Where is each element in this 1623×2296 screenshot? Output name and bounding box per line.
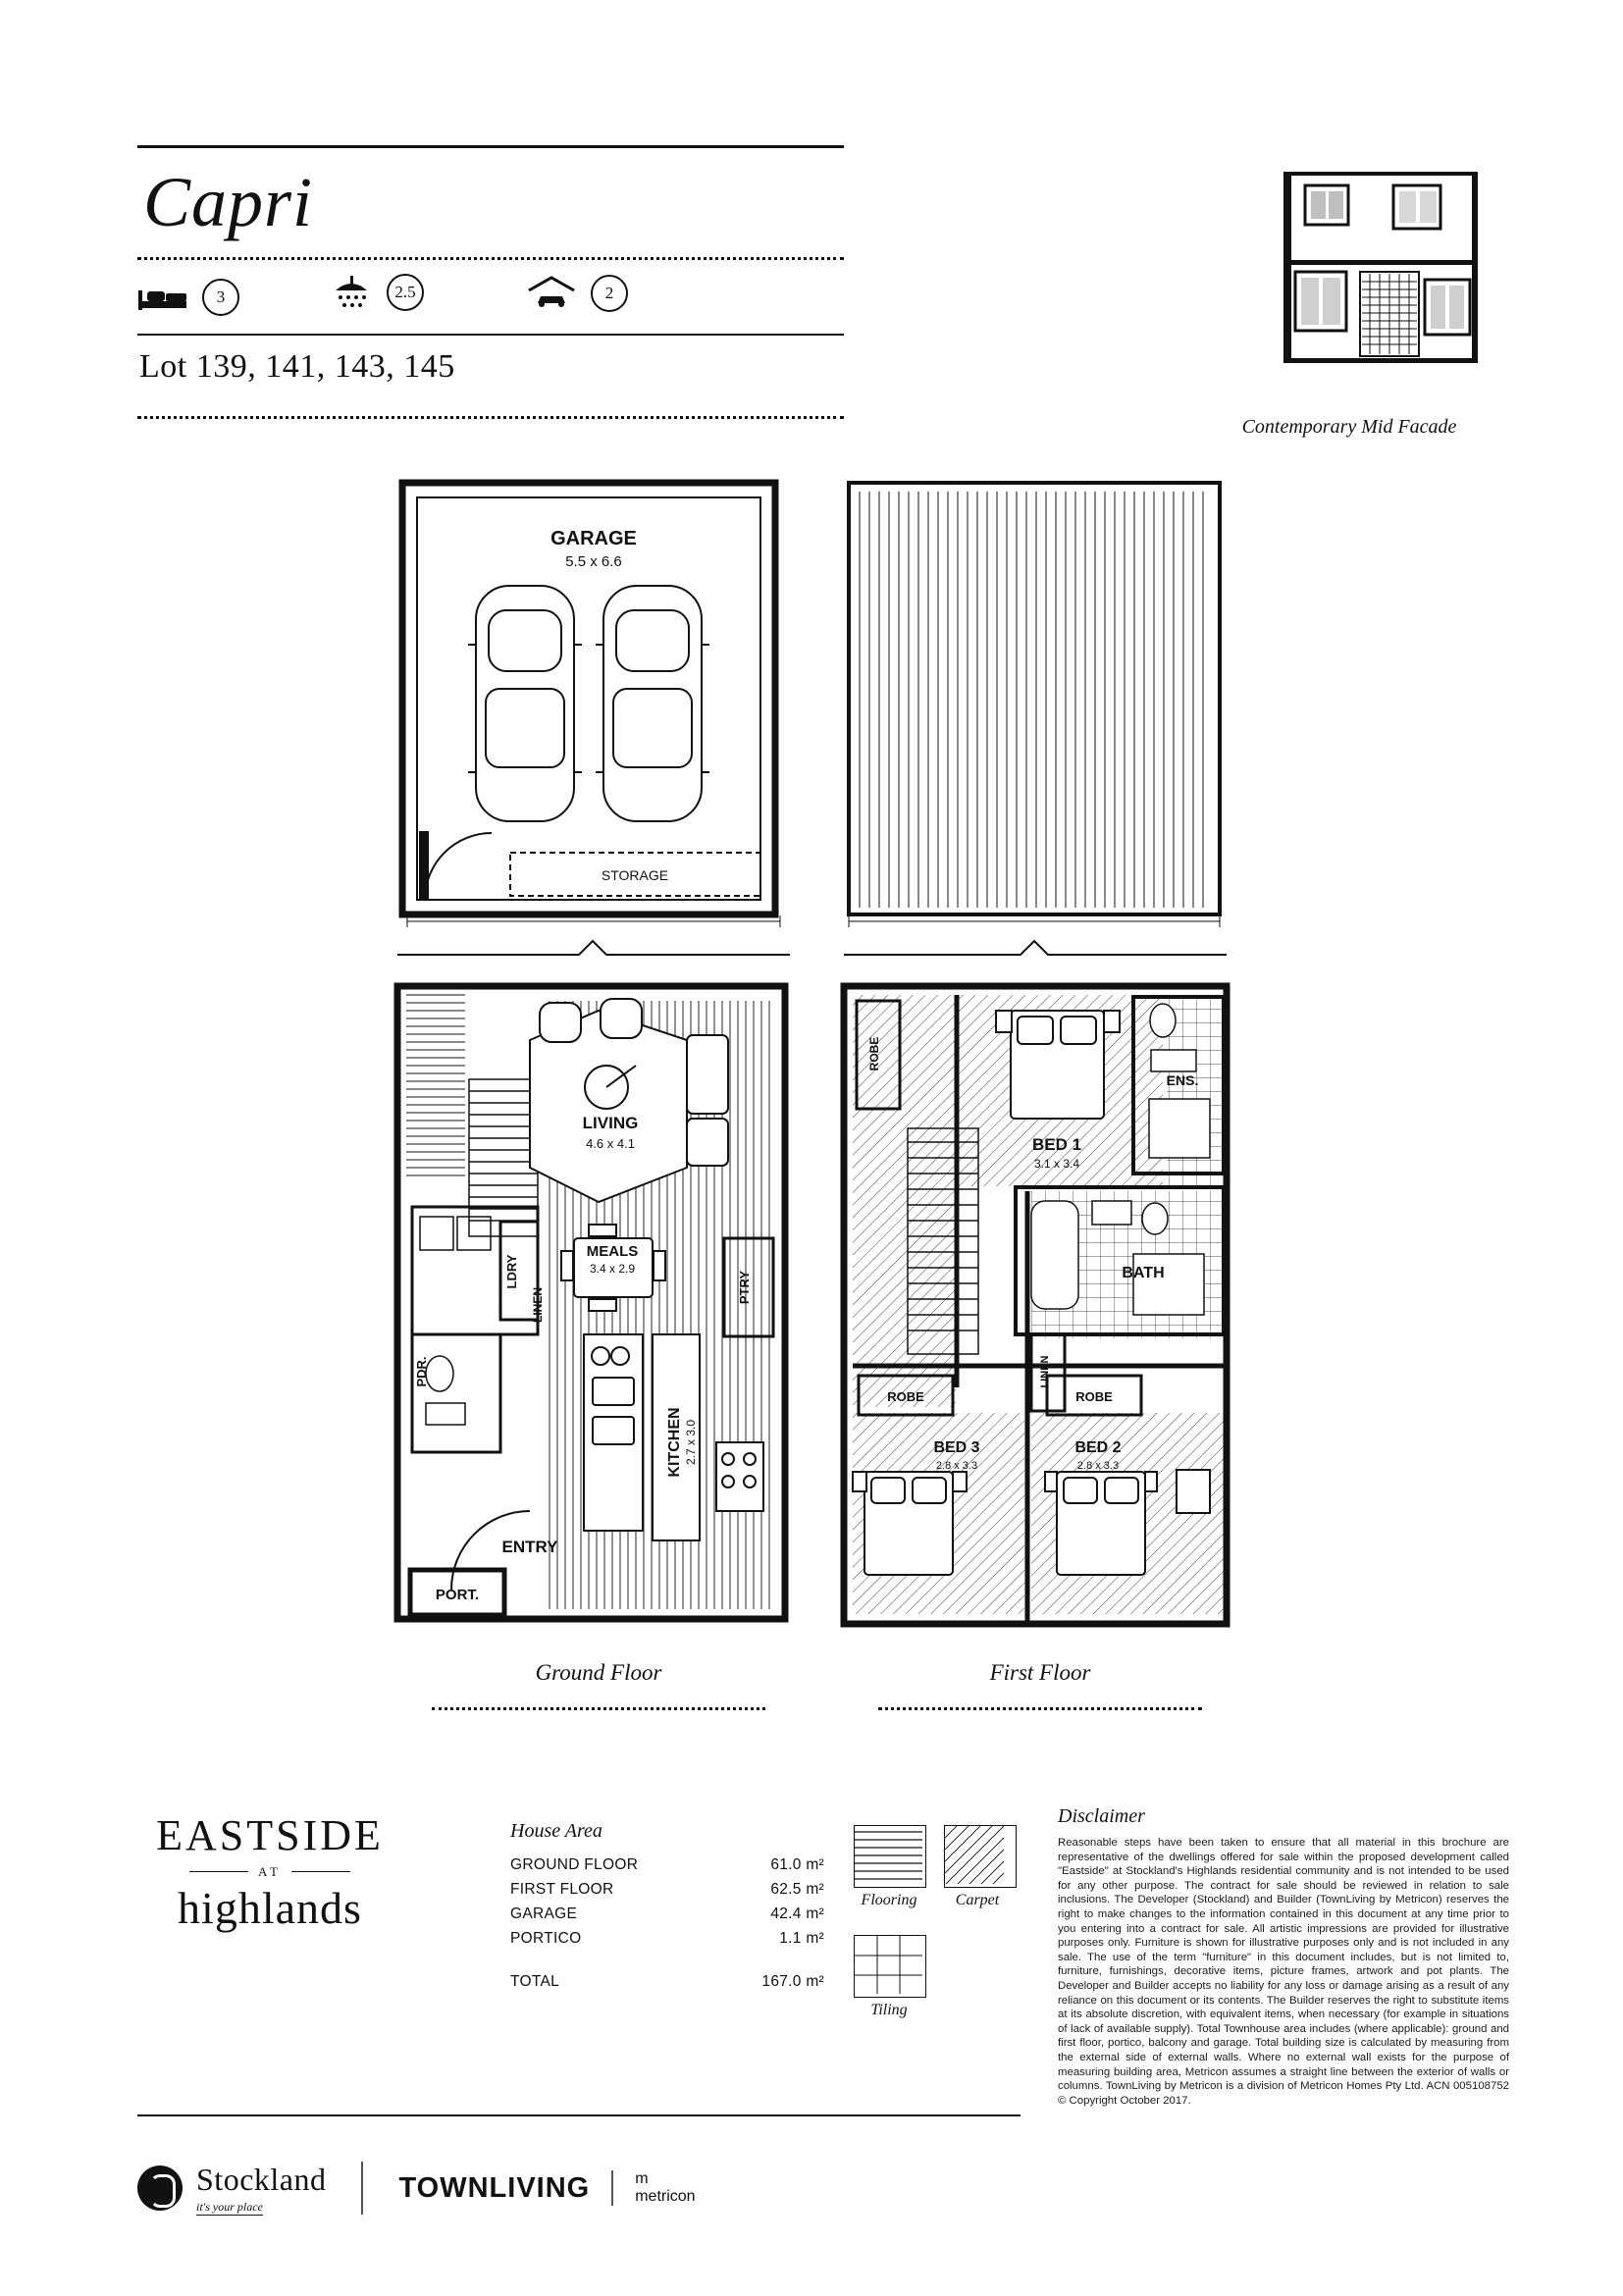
svg-text:LINEN: LINEN xyxy=(1039,1355,1051,1388)
house-area-table xyxy=(510,1820,824,1998)
facade-caption: Contemporary Mid Facade xyxy=(1241,416,1457,438)
materials-legend xyxy=(854,1825,1030,2019)
table-row xyxy=(510,1856,824,1874)
area-value: 62.5 m² xyxy=(770,1881,824,1898)
disclaimer xyxy=(1058,1805,1509,2108)
metricon-logo xyxy=(611,2170,695,2206)
area-value: 1.1 m² xyxy=(779,1930,824,1947)
stockland-name: Stockland xyxy=(196,2161,327,2197)
metricon-mark: m xyxy=(635,2170,649,2187)
spec-bed-value: 3 xyxy=(202,279,239,316)
svg-text:KITCHEN: KITCHEN xyxy=(666,1407,683,1478)
flooring-label: Flooring xyxy=(861,1892,917,1908)
ground-floor-plan xyxy=(393,981,795,1629)
brand-line-1: EASTSIDE xyxy=(156,1811,384,1859)
svg-text:LIVING: LIVING xyxy=(582,1114,639,1132)
brand-line-2: AT xyxy=(258,1864,282,1879)
title-dotted-rule xyxy=(137,257,844,260)
tiling-label: Tiling xyxy=(870,2002,908,2018)
spec-bath-value: 2.5 xyxy=(387,274,424,311)
carpet-label: Carpet xyxy=(955,1892,1000,1908)
disclaimer-body: Reasonable steps have been taken to ensure that all material in this brochure are representative of the dwellings offered for sale within the proposed development called "Eastside" at Stockland's Highlands residential community and is not intended to be used for any other purpose. The contract for sale should be reviewed in relation to sale inclusions. The Developer (Stockland) and Builder (TownLiving by Metricon) reserves the right to make changes to the information contained in this document at any time prior to you entering into a contract for sale. All artistic impressions are provided for illustrative purposes only. Furniture is shown for illustrative purposes only and is not included in any sale. The use of the term "furniture" in this document includes, but is not limited to, furniture, furnishings, decorative items, picture frames, artwork and pot plants. The Developer and Builder accepts no liability for any loss or damage arising as a result of any reliance on this document or its contents. The Builder reserves the right to substitute items at its absolute discretion, with equivalent items, when necessary (for example in situations of lack of available supply). Total Townhouse area includes (where applicable): ground and first floor, portico, balcony and garage. Total building size is calculated by measuring from the external side of external walls. Where no external wall exists for the purpose of measuring building area, Metricon assumes a straight line between the exterior of walls or columns. TownLiving by Metricon is a division of Metricon Homes Pty Ltd. ACN 005108752 © Copyright October 2017. xyxy=(1058,1837,1509,2107)
spec-car xyxy=(526,275,628,312)
svg-text:2.8 x 3.3: 2.8 x 3.3 xyxy=(1076,1460,1120,1472)
spec-bath xyxy=(330,273,424,312)
carpet-swatch xyxy=(944,1825,1017,1888)
spec-icons xyxy=(137,273,844,328)
svg-text:LDRY: LDRY xyxy=(504,1254,519,1289)
svg-text:3.4 x 2.9: 3.4 x 2.9 xyxy=(589,1262,636,1276)
svg-text:PDR.: PDR. xyxy=(414,1356,429,1387)
legend-row-1 xyxy=(854,1825,1030,1888)
svg-text:ENTRY: ENTRY xyxy=(501,1538,558,1556)
ground-floor-caption: Ground Floor xyxy=(535,1660,662,1685)
footer-logos xyxy=(137,2144,903,2232)
svg-text:GARAGE: GARAGE xyxy=(550,528,637,549)
metricon-name: metricon xyxy=(635,2188,696,2205)
lot-top-rule xyxy=(137,334,844,336)
stockland-logo xyxy=(137,2162,326,2216)
spec-bed xyxy=(137,279,239,316)
svg-text:ROBE: ROBE xyxy=(1075,1389,1113,1404)
svg-text:MEALS: MEALS xyxy=(586,1243,639,1260)
first-floor-upper-plan xyxy=(844,478,1227,939)
svg-text:STORAGE: STORAGE xyxy=(601,867,669,883)
tiling-swatch xyxy=(854,1935,926,1998)
svg-text:3.1 x 3.4: 3.1 x 3.4 xyxy=(1033,1157,1080,1171)
table-row-total xyxy=(510,1973,824,1991)
area-value: 61.0 m² xyxy=(770,1856,824,1873)
page-title: Capri xyxy=(143,163,314,241)
car-garage-icon xyxy=(526,276,577,311)
svg-text:PORT.: PORT. xyxy=(435,1587,480,1603)
svg-text:PTRY: PTRY xyxy=(737,1270,752,1305)
area-value: 42.4 m² xyxy=(770,1905,824,1922)
svg-text:ROBE: ROBE xyxy=(867,1036,881,1071)
brand-line-3: highlands xyxy=(178,1883,362,1933)
stockland-mark-icon xyxy=(137,2166,183,2211)
svg-text:BED 1: BED 1 xyxy=(1031,1135,1082,1154)
total-label: TOTAL xyxy=(510,1973,560,1990)
lot-numbers: Lot 139, 141, 143, 145 xyxy=(139,348,455,385)
total-value: 167.0 m² xyxy=(761,1973,824,1990)
svg-text:5.5 x 6.6: 5.5 x 6.6 xyxy=(565,553,622,570)
area-label: GARAGE xyxy=(510,1905,578,1922)
eastside-brand xyxy=(128,1810,412,1934)
ground-floor-dots xyxy=(432,1707,765,1710)
area-label: PORTICO xyxy=(510,1930,582,1947)
legend-row-2 xyxy=(854,1935,1030,1998)
footer-divider xyxy=(361,2162,363,2215)
townliving-logo: TOWNLIVING xyxy=(398,2171,591,2204)
svg-text:4.6 x 4.1: 4.6 x 4.1 xyxy=(586,1136,635,1151)
table-row xyxy=(510,1881,824,1899)
flooring-swatch xyxy=(854,1825,926,1888)
spec-car-value: 2 xyxy=(591,275,628,312)
svg-text:ROBE: ROBE xyxy=(887,1389,924,1404)
shower-icon xyxy=(330,273,373,312)
legend-captions-2 xyxy=(854,2002,1030,2019)
svg-text:BED 2: BED 2 xyxy=(1074,1439,1122,1456)
lot-dotted-rule xyxy=(137,416,844,419)
header-top-rule xyxy=(137,145,844,148)
bed-icon xyxy=(137,283,188,312)
footer-rule xyxy=(137,2114,1021,2116)
garage-plan xyxy=(397,478,790,939)
svg-text:2.8 x 3.3: 2.8 x 3.3 xyxy=(935,1460,978,1472)
svg-text:BATH: BATH xyxy=(1122,1265,1165,1281)
first-floor-plan xyxy=(839,981,1231,1629)
area-label: GROUND FLOOR xyxy=(510,1856,639,1873)
facade-thumbnail xyxy=(1276,162,1487,378)
disclaimer-heading: Disclaimer xyxy=(1058,1805,1145,1827)
table-row xyxy=(510,1930,824,1948)
svg-text:2.7 x 3.0: 2.7 x 3.0 xyxy=(684,1419,698,1466)
house-area-heading: House Area xyxy=(510,1820,602,1842)
legend-captions-1 xyxy=(854,1892,1030,1909)
table-row xyxy=(510,1905,824,1923)
brand-at-row xyxy=(128,1860,412,1882)
stockland-tagline: it's your place xyxy=(196,2199,263,2214)
plan-break-line-first xyxy=(844,937,1227,963)
svg-text:LINEN: LINEN xyxy=(531,1287,545,1323)
svg-text:BED 3: BED 3 xyxy=(933,1439,980,1456)
first-floor-caption: First Floor xyxy=(989,1660,1091,1685)
area-label: FIRST FLOOR xyxy=(510,1881,614,1898)
first-floor-dots xyxy=(878,1707,1202,1710)
plan-break-line-ground xyxy=(397,937,790,963)
svg-text:ENS.: ENS. xyxy=(1166,1072,1199,1088)
